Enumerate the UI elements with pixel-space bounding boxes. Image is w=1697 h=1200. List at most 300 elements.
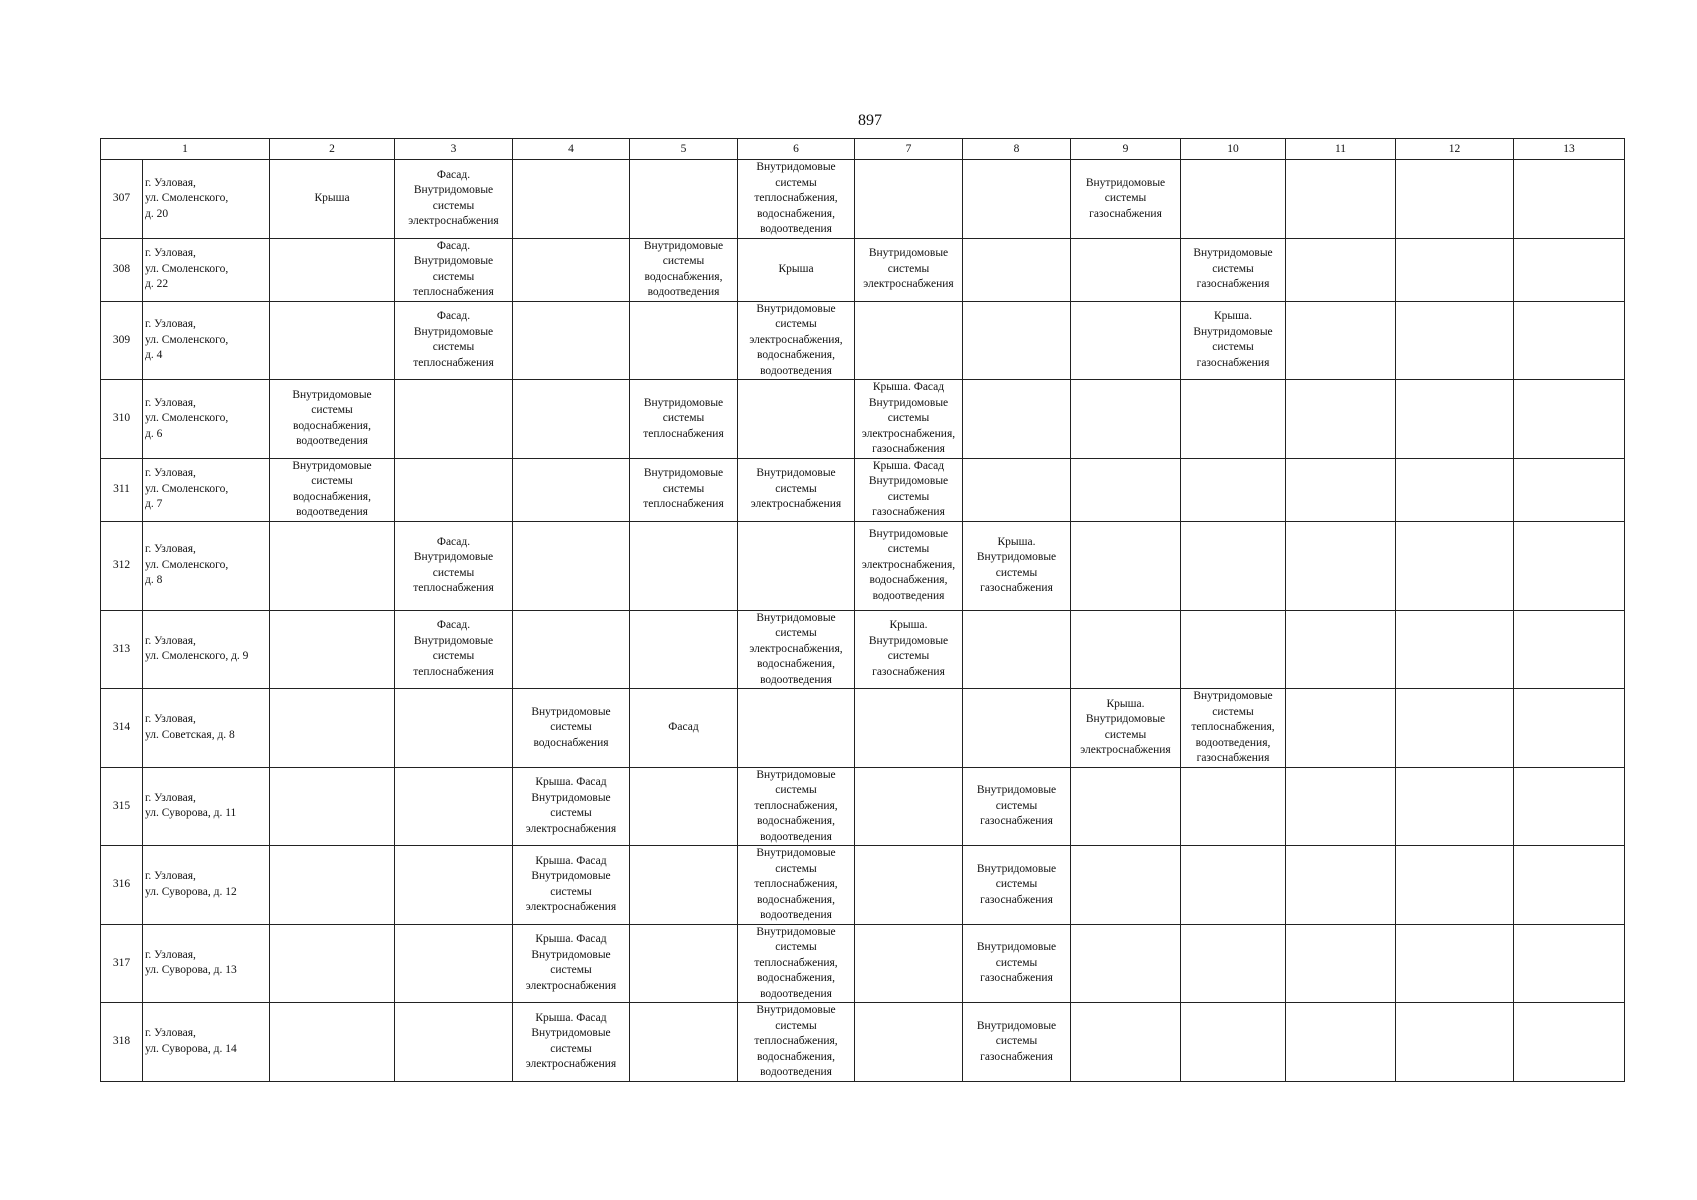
work-cell-13 [1514, 1003, 1625, 1082]
cell-text-line: системы [775, 784, 817, 796]
cell-text-line: системы [550, 721, 592, 733]
cell-text-line: системы [995, 956, 1038, 969]
cell-text-line: электроснабжения [525, 1058, 617, 1071]
cell-text-line: водоснабжения, [293, 490, 371, 503]
work-cell-5 [630, 458, 738, 521]
column-header: 2 [270, 139, 395, 160]
cell-text-line: системы [887, 543, 930, 556]
cell-text-line: Внутридомовые [531, 948, 611, 961]
cell-text-line: Внутридомовые [531, 791, 611, 804]
cell-text-line: газоснабжения [872, 443, 945, 455]
work-cell-9 [1071, 689, 1181, 768]
work-cell-13 [1514, 767, 1625, 846]
work-cell-11 [1286, 238, 1396, 301]
work-cell-7 [855, 1003, 963, 1082]
work-cell-13 [1514, 301, 1625, 380]
work-cell-9 [1071, 301, 1181, 380]
cell-text-line: водоотведения [760, 364, 832, 377]
work-cell-11 [1286, 767, 1396, 846]
address-line: г. Узловая, [145, 791, 196, 804]
address-line: ул. Смоленского, [145, 482, 229, 495]
cell-text-line: Крыша. [1106, 697, 1145, 710]
cell-text-line: газоснабжения [1196, 752, 1270, 764]
address-cell [143, 767, 270, 846]
cell-text-line: Внутридомовые [531, 1027, 611, 1040]
row-number-cell: 316 [101, 846, 143, 925]
cell-text-line: Внутридомовые [292, 459, 372, 472]
table-row [101, 458, 1625, 521]
work-cell-12 [1396, 767, 1514, 846]
address-line: г. Узловая, [145, 543, 196, 556]
work-cell-9 [1071, 160, 1181, 239]
work-cell-5 [630, 689, 738, 768]
cell-text-line: электроснабжения [863, 278, 954, 291]
page-number: 897 [858, 112, 882, 129]
row-number-cell: 315 [101, 767, 143, 846]
address-line: д. 4 [145, 349, 163, 361]
work-cell-6 [738, 689, 855, 768]
cell-text-line: Внутридомовые [1193, 690, 1273, 702]
cell-text-line: газоснабжения [980, 1050, 1053, 1063]
work-cell-6 [738, 846, 855, 925]
cell-text-line: системы [887, 490, 930, 503]
work-cell-12 [1396, 160, 1514, 239]
cell-text-line: водоснабжения, [757, 349, 835, 361]
cell-text-line: электроснабжения [525, 822, 617, 835]
work-cell-12 [1396, 380, 1514, 459]
address-line: г. Узловая, [145, 176, 196, 189]
work-cell-9 [1071, 1003, 1181, 1082]
cell-text-line: теплоснабжения [643, 427, 724, 440]
work-cell-8 [963, 610, 1071, 689]
cell-text-line: системы [550, 1042, 592, 1055]
cell-text-line: системы [550, 964, 592, 977]
cell-text-line: газоснабжения [980, 893, 1053, 906]
cell-text-line: системы [775, 482, 817, 495]
cell-text-line: газоснабжения [980, 815, 1053, 827]
cell-text-line: Внутридомовые [756, 467, 836, 480]
work-cell-2 [270, 689, 395, 768]
work-cell-10 [1181, 238, 1286, 301]
work-cell-6 [738, 380, 855, 459]
work-cell-10 [1181, 689, 1286, 768]
work-cell-5 [630, 238, 738, 301]
cell-text-line: Внутридомовые [976, 862, 1057, 875]
work-cell-8 [963, 689, 1071, 768]
work-cell-11 [1286, 689, 1396, 768]
work-cell-2 [270, 846, 395, 925]
cell-text-line: системы [432, 650, 475, 663]
work-cell-12 [1396, 846, 1514, 925]
cell-text-line: Внутридомовые [643, 239, 724, 252]
cell-text-line: Внутридомовые [868, 527, 949, 540]
table-row [101, 238, 1625, 301]
cell-text-line: системы [775, 318, 817, 330]
work-cell-13 [1514, 924, 1625, 1003]
work-cell-13 [1514, 238, 1625, 301]
cell-text-line: Крыша. [889, 619, 928, 632]
work-cell-11 [1286, 380, 1396, 459]
work-cell-2 [270, 924, 395, 1003]
cell-text-line: Внутридомовые [413, 634, 494, 647]
work-cell-12 [1396, 238, 1514, 301]
work-cell-7 [855, 767, 963, 846]
cell-text-line: Крыша. Фасад [535, 1011, 607, 1024]
address-cell [143, 301, 270, 380]
work-cell-7 [855, 846, 963, 925]
cell-text-line: водоотведения [760, 909, 832, 921]
cell-text-line: водоотведения [760, 987, 832, 1000]
work-cell-3 [395, 458, 513, 521]
work-cell-8 [963, 846, 1071, 925]
cell-text-line: газоснабжения [980, 972, 1053, 984]
address-line: г. Узловая, [145, 247, 196, 260]
cell-text-line: Внутридомовые [1193, 325, 1273, 338]
cell-text-line: водоснабжения, [757, 893, 835, 906]
cell-text-line: Крыша. Фасад [872, 459, 945, 472]
work-cell-8 [963, 160, 1071, 239]
cell-text-line: электроснабжения, [861, 558, 956, 571]
cell-text-line: Фасад. [436, 239, 471, 252]
address-line: ул. Смоленского, [145, 333, 229, 346]
address-line: д. 8 [145, 574, 163, 587]
address-line: ул. Смоленского, [145, 192, 229, 204]
address-line: г. Узловая, [145, 318, 196, 330]
cell-text-line: теплоснабжения, [754, 956, 838, 969]
work-cell-7 [855, 238, 963, 301]
cell-text-line: системы [775, 941, 817, 953]
cell-text-line: системы [995, 1035, 1038, 1047]
work-cell-2 [270, 521, 395, 610]
work-cell-4 [513, 1003, 630, 1082]
cell-text-line: Внутридомовые [643, 396, 724, 409]
cell-text-line: системы [887, 262, 930, 275]
work-cell-6 [738, 160, 855, 239]
column-header: 11 [1286, 139, 1396, 160]
cell-text-line: водоотведения [760, 830, 832, 843]
work-cell-9 [1071, 380, 1181, 459]
column-header: 10 [1181, 139, 1286, 160]
work-cell-8 [963, 380, 1071, 459]
work-cell-2 [270, 301, 395, 380]
cell-text-line: электроснабжения [525, 901, 617, 914]
work-cell-9 [1071, 767, 1181, 846]
column-header: 8 [963, 139, 1071, 160]
address-cell [143, 458, 270, 521]
cell-text-line: системы [995, 566, 1038, 579]
cell-text-line: Внутридомовые [413, 184, 494, 197]
work-cell-6 [738, 238, 855, 301]
table-row [101, 767, 1625, 846]
cell-text-line: водоснабжения, [757, 658, 835, 670]
cell-text-line: системы [775, 1019, 817, 1032]
row-number-cell: 309 [101, 301, 143, 380]
cell-text-line: водоотведения [760, 673, 832, 686]
cell-text-line: электроснабжения [525, 979, 617, 992]
work-cell-8 [963, 521, 1071, 610]
cell-text-line: электроснабжения [750, 498, 842, 511]
cell-text-line: водоотведения [760, 223, 832, 235]
cell-text-line: системы [995, 799, 1038, 812]
work-cell-7 [855, 380, 963, 459]
work-cell-8 [963, 301, 1071, 380]
work-cell-2 [270, 380, 395, 459]
address-line: ул. Смоленского, д. 9 [145, 650, 249, 663]
address-cell [143, 689, 270, 768]
cell-text-line: водоснабжения [533, 736, 609, 749]
cell-text-line: электроснабжения [1080, 744, 1171, 757]
column-header: 12 [1396, 139, 1514, 160]
work-cell-4 [513, 301, 630, 380]
work-cell-12 [1396, 1003, 1514, 1082]
address-line: д. 20 [145, 207, 169, 220]
work-cell-6 [738, 1003, 855, 1082]
address-cell [143, 521, 270, 610]
table-row [101, 924, 1625, 1003]
cell-text-line: Внутридомовые [976, 941, 1057, 953]
work-cell-10 [1181, 924, 1286, 1003]
cell-text-line: системы [550, 885, 592, 898]
cell-text-line: водоснабжения, [757, 815, 835, 827]
address-line: ул. Суворова, д. 12 [145, 885, 237, 898]
work-cell-9 [1071, 238, 1181, 301]
cell-text-line: Внутридомовые [976, 784, 1057, 796]
cell-text-line: системы [311, 404, 353, 417]
cell-text-line: водоснабжения, [757, 1050, 835, 1063]
header-row [101, 139, 1625, 160]
table-body [101, 160, 1625, 1082]
cell-text-line: Внутридомовые [531, 705, 611, 718]
cell-text-line: газоснабжения [872, 665, 945, 678]
cell-text-line: Внутридомовые [976, 551, 1057, 563]
address-line: ул. Смоленского, [145, 262, 229, 275]
address-line: д. 22 [145, 278, 169, 291]
cell-text-line: водоснабжения, [293, 419, 371, 432]
row-number-cell: 313 [101, 610, 143, 689]
address-line: г. Узловая, [145, 634, 196, 647]
work-cell-4 [513, 689, 630, 768]
work-cell-3 [395, 380, 513, 459]
cell-text-line: теплоснабжения, [754, 192, 838, 204]
cell-text-line: системы [550, 807, 592, 820]
work-cell-5 [630, 160, 738, 239]
work-cell-12 [1396, 689, 1514, 768]
work-cell-9 [1071, 846, 1181, 925]
cell-text-line: Крыша. [997, 535, 1036, 548]
work-cell-12 [1396, 301, 1514, 380]
cell-text-line: системы [432, 199, 475, 212]
work-cell-8 [963, 458, 1071, 521]
work-cell-11 [1286, 458, 1396, 521]
cell-text-line: системы [432, 341, 475, 354]
cell-text-line: теплоснабжения [413, 356, 494, 369]
work-cell-12 [1396, 458, 1514, 521]
work-cell-10 [1181, 1003, 1286, 1082]
table-row [101, 846, 1625, 925]
work-cell-3 [395, 238, 513, 301]
column-header: 1 [101, 139, 270, 160]
work-cell-13 [1514, 160, 1625, 239]
work-cell-11 [1286, 924, 1396, 1003]
work-cell-4 [513, 521, 630, 610]
work-cell-3 [395, 767, 513, 846]
address-line: д. 7 [145, 498, 163, 511]
address-line: д. 6 [145, 427, 163, 440]
work-cell-10 [1181, 301, 1286, 380]
work-cell-5 [630, 846, 738, 925]
column-header: 9 [1071, 139, 1181, 160]
cell-text-line: водоотведения [296, 506, 368, 518]
table-row [101, 521, 1625, 610]
cell-text-line: Фасад. [436, 535, 471, 548]
cell-text-line: Крыша. Фасад [535, 933, 607, 946]
cell-text-line: Внутридомовые [756, 768, 836, 781]
cell-text-line: Внутридомовые [756, 1004, 836, 1016]
cell-text-line: водоотведения [296, 435, 368, 448]
address-line: г. Узловая, [145, 948, 196, 961]
cell-text-line: Внутридомовые [1085, 713, 1166, 726]
cell-text-line: газоснабжения [1196, 278, 1270, 291]
cell-text-line: водоотведения [760, 1066, 832, 1078]
cell-text-line: теплоснабжения, [754, 1035, 838, 1047]
work-cell-6 [738, 767, 855, 846]
address-cell [143, 380, 270, 459]
address-line: ул. Суворова, д. 13 [145, 964, 237, 977]
address-line: ул. Суворова, д. 14 [145, 1042, 237, 1055]
cell-text-line: Внутридомовые [1085, 176, 1166, 189]
work-cell-5 [630, 610, 738, 689]
work-cell-2 [270, 160, 395, 239]
cell-text-line: системы [662, 412, 705, 424]
cell-text-line: системы [1104, 728, 1147, 741]
cell-text-line: Фасад. [436, 619, 471, 632]
work-cell-6 [738, 610, 855, 689]
address-line: г. Узловая, [145, 467, 196, 480]
table-row [101, 301, 1625, 380]
work-cell-6 [738, 924, 855, 1003]
cell-text-line: теплоснабжения [413, 582, 494, 594]
work-cell-4 [513, 238, 630, 301]
work-cell-7 [855, 924, 963, 1003]
work-cell-4 [513, 160, 630, 239]
work-cell-8 [963, 238, 1071, 301]
cell-text-line: Фасад. [436, 310, 471, 323]
work-cell-9 [1071, 521, 1181, 610]
column-header: 6 [738, 139, 855, 160]
work-cell-4 [513, 846, 630, 925]
work-cell-7 [855, 521, 963, 610]
row-number-cell: 307 [101, 160, 143, 239]
work-cell-10 [1181, 610, 1286, 689]
work-cell-13 [1514, 689, 1625, 768]
work-cell-13 [1514, 610, 1625, 689]
work-cell-5 [630, 380, 738, 459]
work-cell-2 [270, 238, 395, 301]
address-line: ул. Советская, д. 8 [145, 728, 235, 741]
work-cell-11 [1286, 1003, 1396, 1082]
cell-text-line: Внутридомовые [976, 1019, 1057, 1032]
address-line: г. Узловая, [145, 870, 196, 883]
work-cell-13 [1514, 458, 1625, 521]
cell-text-line: электроснабжения, [861, 427, 956, 440]
cell-text-line: газоснабжения [872, 506, 945, 518]
work-cell-7 [855, 689, 963, 768]
work-cell-5 [630, 1003, 738, 1082]
work-cell-5 [630, 924, 738, 1003]
address-cell [143, 160, 270, 239]
work-cell-11 [1286, 610, 1396, 689]
work-cell-8 [963, 767, 1071, 846]
work-cell-2 [270, 458, 395, 521]
work-cell-11 [1286, 160, 1396, 239]
work-cell-6 [738, 521, 855, 610]
cell-text-line: Крыша. Фасад [872, 381, 945, 393]
cell-text-line: системы [887, 650, 930, 663]
cell-text-line: Внутридомовые [756, 161, 836, 173]
work-cell-4 [513, 767, 630, 846]
work-cell-7 [855, 458, 963, 521]
cell-text-line: Внутридомовые [868, 396, 949, 409]
address-cell [143, 1003, 270, 1082]
row-number-cell: 314 [101, 689, 143, 768]
work-cell-4 [513, 380, 630, 459]
work-cell-7 [855, 160, 963, 239]
cell-text-line: Внутридомовые [868, 475, 949, 487]
row-number-cell: 317 [101, 924, 143, 1003]
work-cell-2 [270, 610, 395, 689]
work-cell-4 [513, 924, 630, 1003]
address-line: г. Узловая, [145, 396, 196, 409]
work-cell-3 [395, 924, 513, 1003]
cell-text-line: системы [775, 627, 817, 639]
work-cell-13 [1514, 380, 1625, 459]
row-number-cell: 318 [101, 1003, 143, 1082]
cell-text-line: Внутридомовые [868, 634, 949, 647]
cell-text-line: газоснабжения [1196, 356, 1270, 369]
cell-text-line: Крыша [314, 192, 350, 204]
cell-text-line: электроснабжения, [749, 333, 843, 346]
cell-text-line: системы [662, 482, 705, 495]
column-header: 7 [855, 139, 963, 160]
cell-text-line: теплоснабжения [413, 286, 494, 298]
cell-text-line: Фасад [668, 721, 699, 733]
cell-text-line: системы [995, 878, 1038, 890]
address-line: ул. Смоленского, [145, 412, 229, 424]
cell-text-line: теплоснабжения, [754, 799, 838, 812]
cell-text-line: Крыша. Фасад [535, 776, 607, 789]
cell-text-line: Внутридомовые [413, 551, 494, 563]
work-cell-6 [738, 301, 855, 380]
cell-text-line: теплоснабжения, [754, 878, 838, 890]
address-cell [143, 238, 270, 301]
work-cell-9 [1071, 610, 1181, 689]
address-cell [143, 846, 270, 925]
cell-text-line: Фасад. [436, 168, 471, 181]
cell-text-line: Внутридомовые [413, 255, 494, 267]
cell-text-line: водоснабжения, [644, 270, 723, 283]
column-header: 13 [1514, 139, 1625, 160]
table-row [101, 1003, 1625, 1082]
work-cell-10 [1181, 458, 1286, 521]
cell-text-line: системы [662, 255, 705, 267]
cell-text-line: системы [1212, 341, 1254, 354]
work-cell-12 [1396, 610, 1514, 689]
repair-schedule-table [100, 138, 1625, 1082]
cell-text-line: водоотведения [872, 589, 945, 602]
cell-text-line: водоснабжения, [757, 207, 835, 220]
work-cell-3 [395, 160, 513, 239]
work-cell-5 [630, 301, 738, 380]
